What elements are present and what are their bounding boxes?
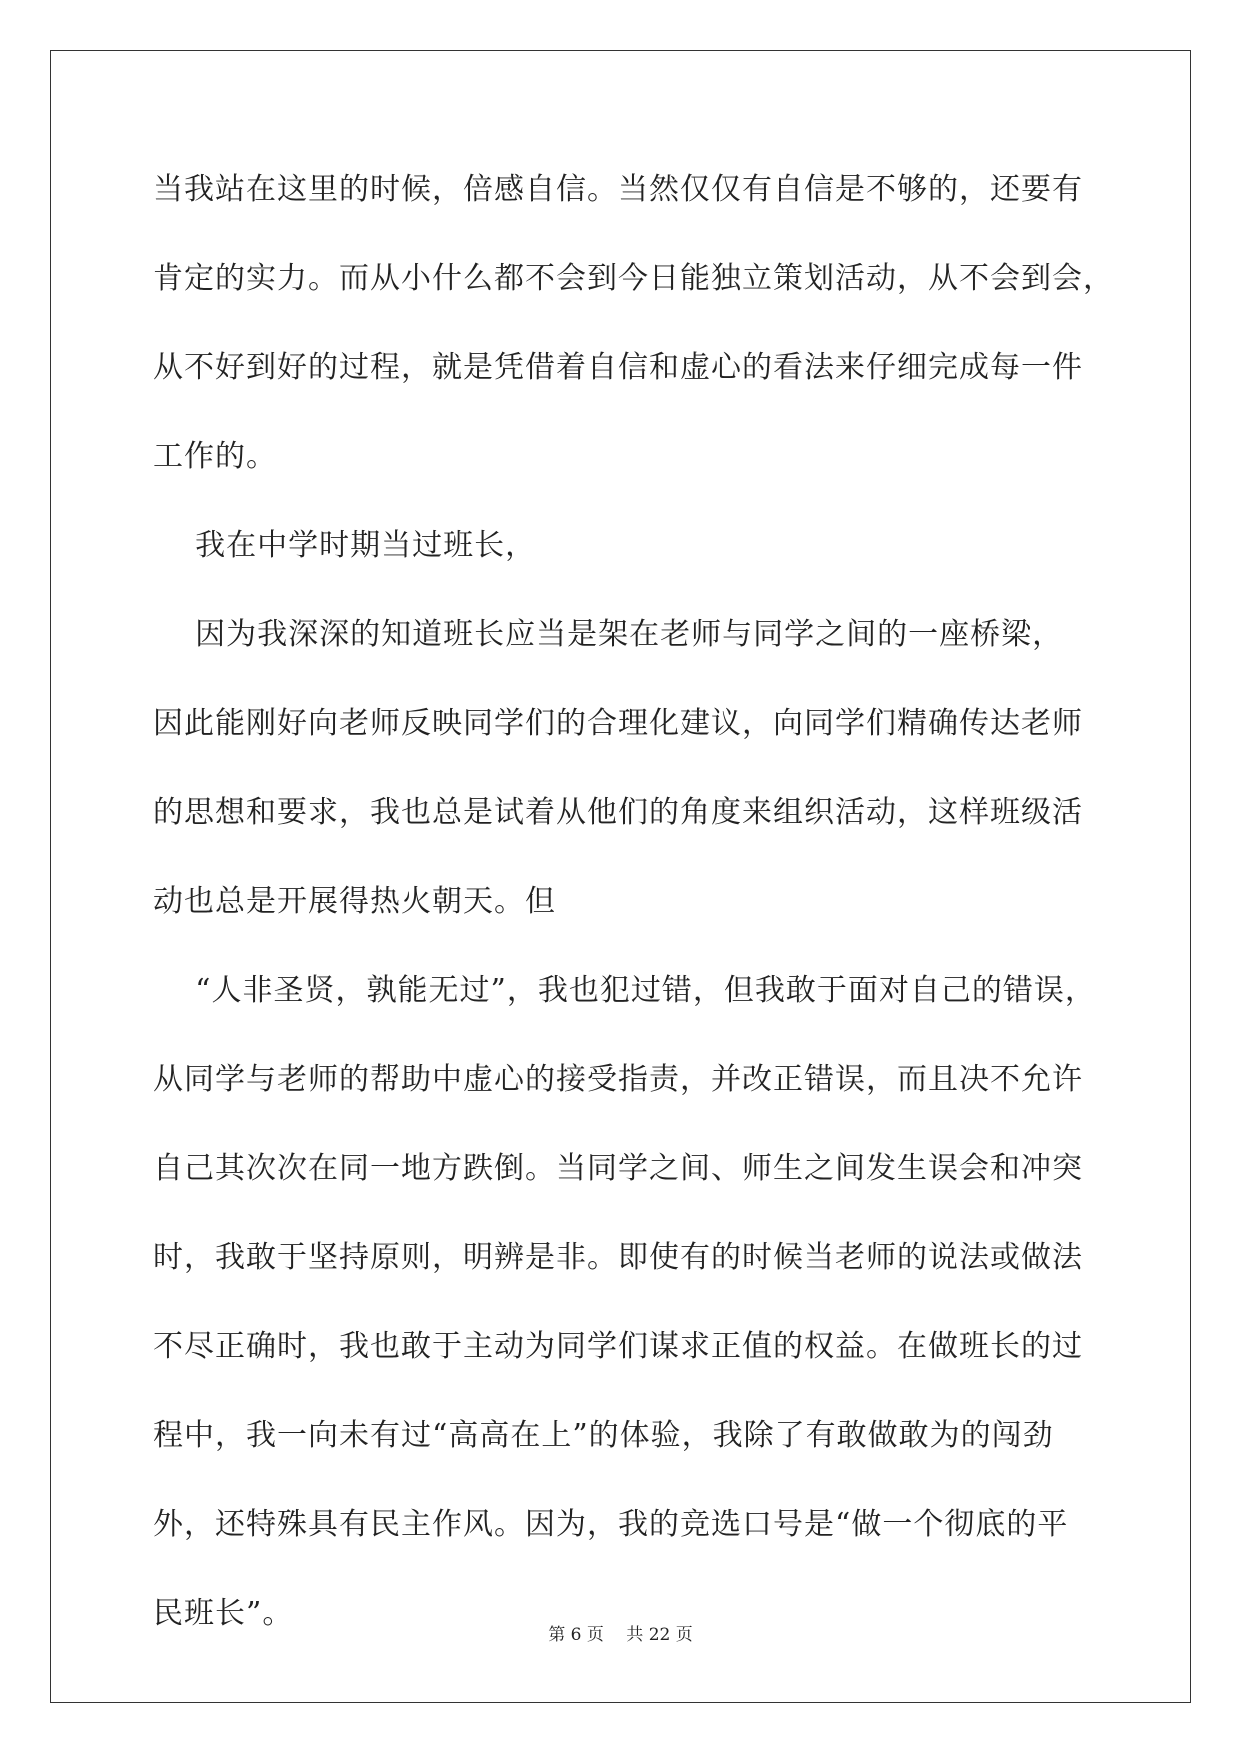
text-line: 的思想和要求，我也总是试着从他们的角度来组织活动，这样班级活 (153, 795, 1083, 830)
text-line: 肯定的实力。而从小什么都不会到今日能独立策划活动，从不会到会， (153, 261, 1114, 296)
text-line: 民班长”。 (153, 1596, 294, 1631)
text-line: 当我站在这里的时候，倍感自信。当然仅仅有自信是不够的，还要有 (153, 172, 1083, 207)
text-line: 从同学与老师的帮助中虚心的接受指责，并改正错误，而且决不允许 (153, 1062, 1083, 1097)
text-line: 外，还特殊具有民主作风。因为，我的竞选口号是“做一个彻底的平 (153, 1507, 1069, 1542)
document-body (153, 160, 1114, 1644)
text-line: 从不好到好的过程，就是凭借着自信和虚心的看法来仔细完成每一件 (153, 350, 1083, 385)
text-line: 动也总是开展得热火朝天。但 (153, 884, 556, 919)
text-line: 因此能刚好向老师反映同学们的合理化建议，向同学们精确传达老师 (153, 706, 1083, 741)
text-line: 因为我深深的知道班长应当是架在老师与同学之间的一座桥梁， (153, 617, 1064, 652)
text-line: 我在中学时期当过班长， (153, 528, 537, 563)
text-line: 程中，我一向未有过“高高在上”的体验，我除了有敢做敢为的闯劲 (153, 1418, 1054, 1453)
text-line: “人非圣贤，孰能无过”，我也犯过错，但我敢于面对自己的错误， (153, 973, 1096, 1008)
page-number-footer: 第 6 页 共 22 页 (548, 1625, 693, 1645)
text-line: 工作的。 (153, 439, 277, 474)
text-line: 不尽正确时，我也敢于主动为同学们谋求正值的权益。在做班长的过 (153, 1329, 1083, 1364)
text-line: 自己其次次在同一地方跌倒。当同学之间、师生之间发生误会和冲突 (153, 1151, 1083, 1186)
text-line: 时，我敢于坚持原则，明辨是非。即使有的时候当老师的说法或做法 (153, 1240, 1083, 1275)
